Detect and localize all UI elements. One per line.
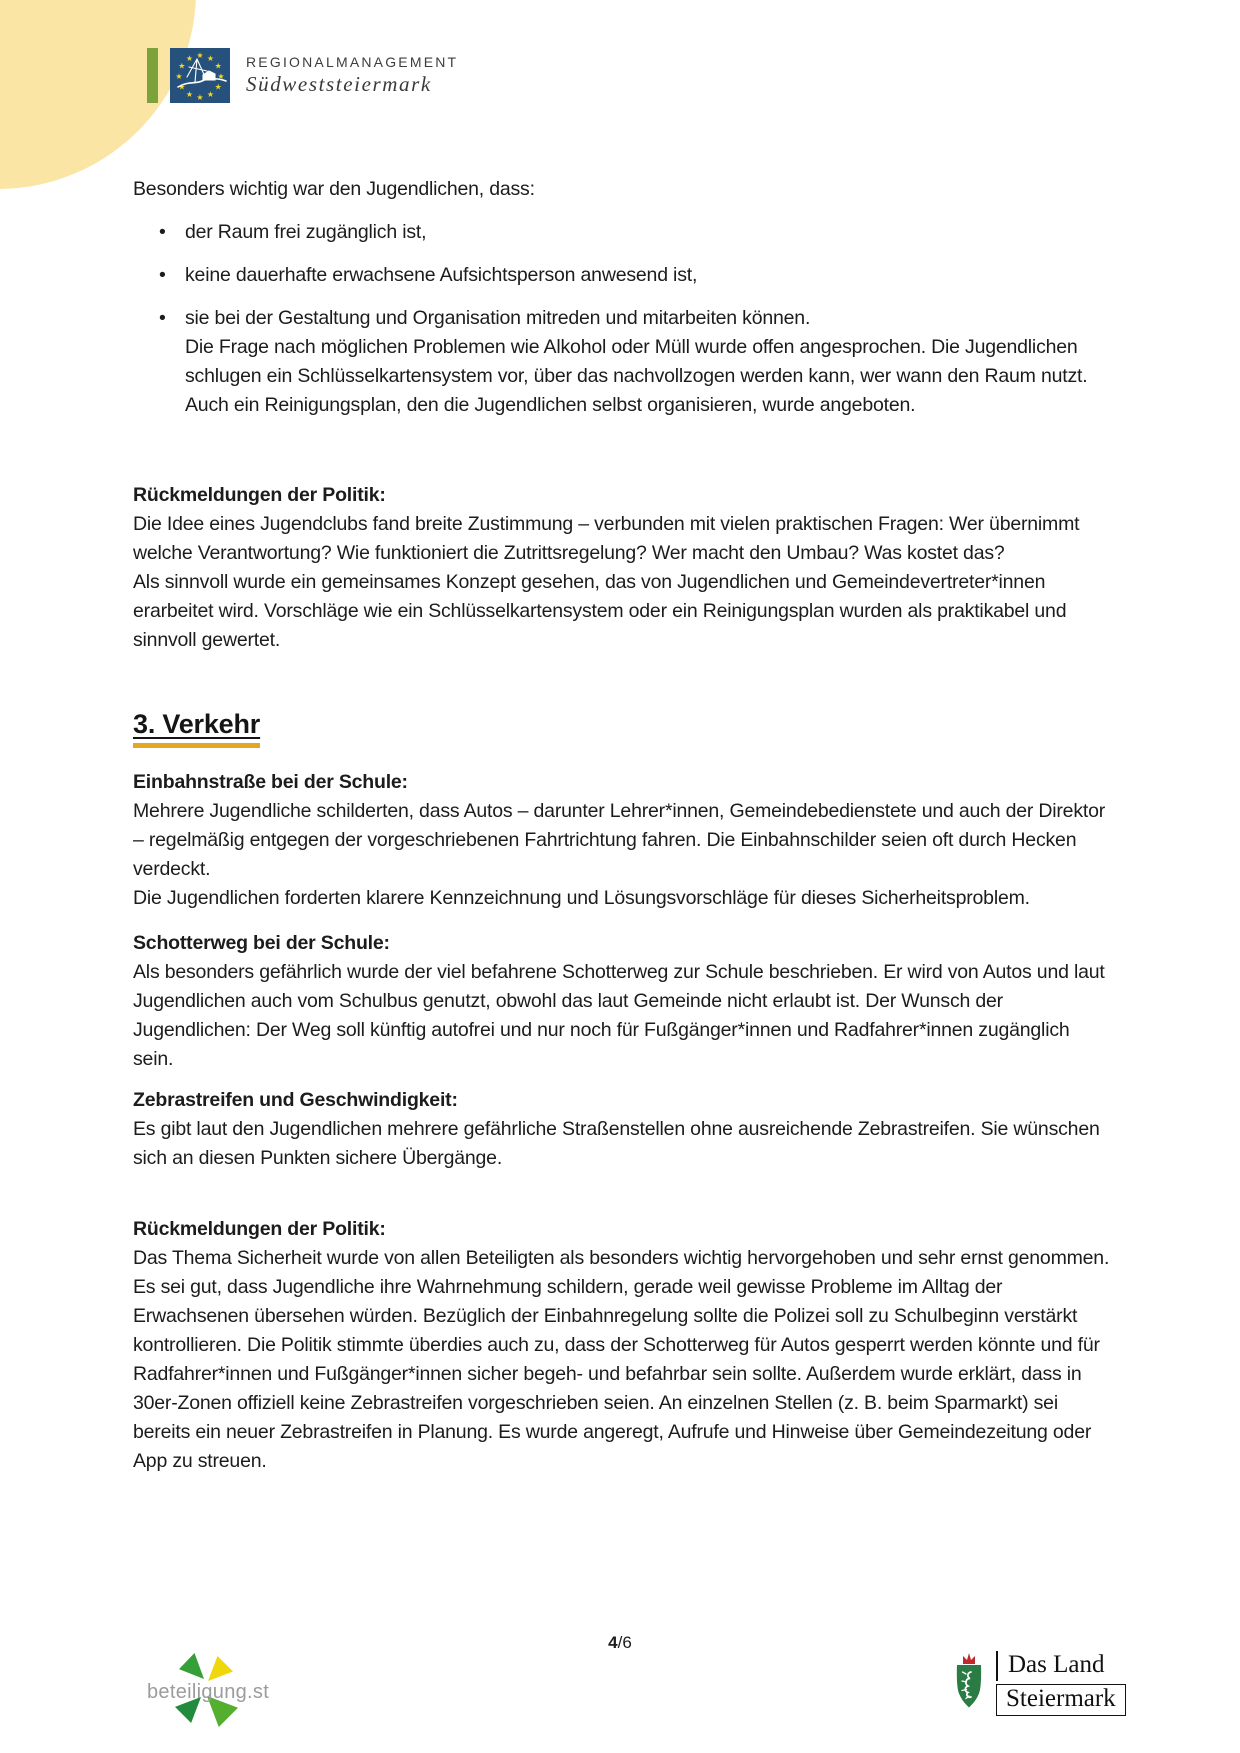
page-number-current: 4 [608,1633,618,1652]
topic-zebrastreifen [133,1086,1111,1173]
svg-text:★: ★ [196,93,204,102]
topic-schotterweg [133,929,1111,1074]
land-steiermark-logo [950,1651,1126,1716]
feedback-verkehr-heading: Rückmeldungen der Politik: [133,1218,386,1240]
beteiligung-st-logo [147,1650,270,1732]
beteiligung-triangle-icon [179,1653,204,1679]
feedback-verkehr-block [133,1215,1111,1476]
svg-text:★: ★ [178,82,186,92]
document-body [133,0,1111,1476]
bullet-item-3 [185,304,1111,420]
bullet-item-3-text: sie bei der Gestaltung und Organisation mitreden und mitarbeiten können. [185,307,811,329]
topic-schotterweg-heading: Schotterweg bei der Schule: [133,932,390,954]
beteiligung-logo-text: beteiligung.st [147,1681,270,1703]
page-number-total: /6 [617,1633,632,1652]
land-logo-line1: Das Land [996,1651,1126,1681]
svg-text:★: ★ [185,53,194,63]
section-heading-underline [133,707,260,748]
logo-region-name: Südweststeiermark [246,72,432,96]
section-heading-text: 3. Verkehr [133,709,261,739]
regionalmanagement-logo [147,48,458,103]
bullet-item-2: • keine dauerhafte erwachsene Aufsichtsperson anwesend ist, [185,261,1111,290]
topic-einbahnstrasse-heading: Einbahnstraße bei der Schule: [133,771,408,793]
feedback-jugendclub-heading: Rückmeldungen der Politik: [133,484,386,506]
svg-text:★: ★ [196,51,204,60]
intro-lead: Besonders wichtig war den Jugendlichen, dass: [133,178,535,200]
feedback-verkehr-paragraph: Das Thema Sicherheit wurde von allen Beteiligten als besonders wichtig hervorgehoben und sehr ernst genommen. Es sei gut, dass Jugendliche ihre Wahrnehmung schildern, gerade weil gewisse Probleme im Alltag der Erwachsenen übersehen würden. Bezüglich der Einbahnregelung sollte die Polizei soll zu Schulbeginn verstärkt kontrollieren. Die Politik stimmte überdies auch zu, dass der Schotterweg für Autos gesperrt werden könnte und für Radfahrer*innen und Fußgänger*innen sicher begeh- und befahrbar sein sollte. Außerdem wurde erklärt, dass in 30er-Zonen offiziell keine Zebrastreifen vorgeschrieben seien. An einzelnen Stellen (z. B. beim Sparmarkt) sei bereits ein neuer Zebrastreifen in Planung. Es wurde angeregt, Aufrufe und Hinweise über Gemeindezeitung oder App zu streuen. [133,1247,1110,1472]
topic-zebrastreifen-heading: Zebrastreifen und Geschwindigkeit: [133,1089,458,1111]
feedback-jugendclub-block [133,481,1111,655]
svg-text:★: ★ [206,90,215,100]
land-logo-line2: Steiermark [996,1684,1126,1716]
svg-text:★: ★ [185,90,194,100]
feedback-jugendclub-paragraph-1: Die Idee eines Jugendclubs fand breite Zustimmung – verbunden mit vielen praktischen Fragen: Wer übernimmt welche Verantwortung? Wie funktioniert die Zutrittsregelung? Wer macht den Umbau? Was kostet das? [133,513,1080,564]
section-heading-verkehr [133,707,1111,748]
svg-text:★: ★ [206,53,215,63]
topic-einbahnstrasse-paragraph-1: Mehrere Jugendliche schilderten, dass Autos – darunter Lehrer*innen, Gemeindebedienstete und auch der Direktor – regelmäßig entgegen der vorgeschriebenen Fahrtrichtung fahren. Die Einbahnschilder seien oft durch Hecken verdeckt. [133,800,1106,880]
bullet-item-1: • der Raum frei zugänglich ist, [185,218,1111,247]
svg-text:★: ★ [217,72,225,81]
land-logo-text [996,1651,1126,1716]
eu-flag-icon [170,48,230,103]
eu-flag-graphic [170,48,230,103]
bullet-list [133,218,1111,420]
beteiligung-triangle-icon [208,1656,233,1681]
svg-text:★: ★ [214,82,222,92]
svg-text:★: ★ [178,61,186,71]
svg-text:★: ★ [175,72,183,81]
topic-zebrastreifen-paragraph: Es gibt laut den Jugendlichen mehrere gefährliche Straßenstellen ohne ausreichende Zebrastreifen. Sie wünschen sich an diesen Punkten sichere Übergänge. [133,1118,1100,1169]
svg-text:★: ★ [214,61,222,71]
logo-org-name: REGIONALMANAGEMENT [246,54,459,70]
logo-green-bar [147,48,158,103]
steiermark-shield-icon [950,1651,988,1713]
topic-schotterweg-paragraph: Als besonders gefährlich wurde der viel befahrene Schotterweg zur Schule beschrieben. Er wird von Autos und laut Jugendlichen auch vom Schulbus genutzt, obwohl das laut Gemeinde nicht erlaubt ist. Der Wunsch der Jugendlichen: Der Weg soll künftig autofrei und nur noch für Fußgänger*innen und Radfahrer*innen zugänglich sein. [133,961,1105,1070]
topic-einbahnstrasse [133,768,1111,913]
topic-einbahnstrasse-paragraph-2: Die Jugendlichen forderten klarere Kennzeichnung und Lösungsvorschläge für dieses Sicherheitsproblem. [133,887,1030,909]
bullet-item-3-note: Die Frage nach möglichen Problemen wie Alkohol oder Müll wurde offen angesprochen. Die Jugendlichen schlugen ein Schlüsselkartensystem vor, über das nachvollzogen werden kann, wer wann den Raum nutzt. Auch ein Reinigungsplan, den die Jugendlichen selbst organisieren, wurde angeboten. [185,336,1088,416]
logo-text [246,48,458,96]
feedback-jugendclub-paragraph-2: Als sinnvoll wurde ein gemeinsames Konzept gesehen, das von Jugendlichen und Gemeindevertreter*innen erarbeitet wird. Vorschläge wie ein Schlüsselkartensystem oder ein Reinigungsplan wurden als praktikabel und sinnvoll gewertet. [133,571,1067,651]
